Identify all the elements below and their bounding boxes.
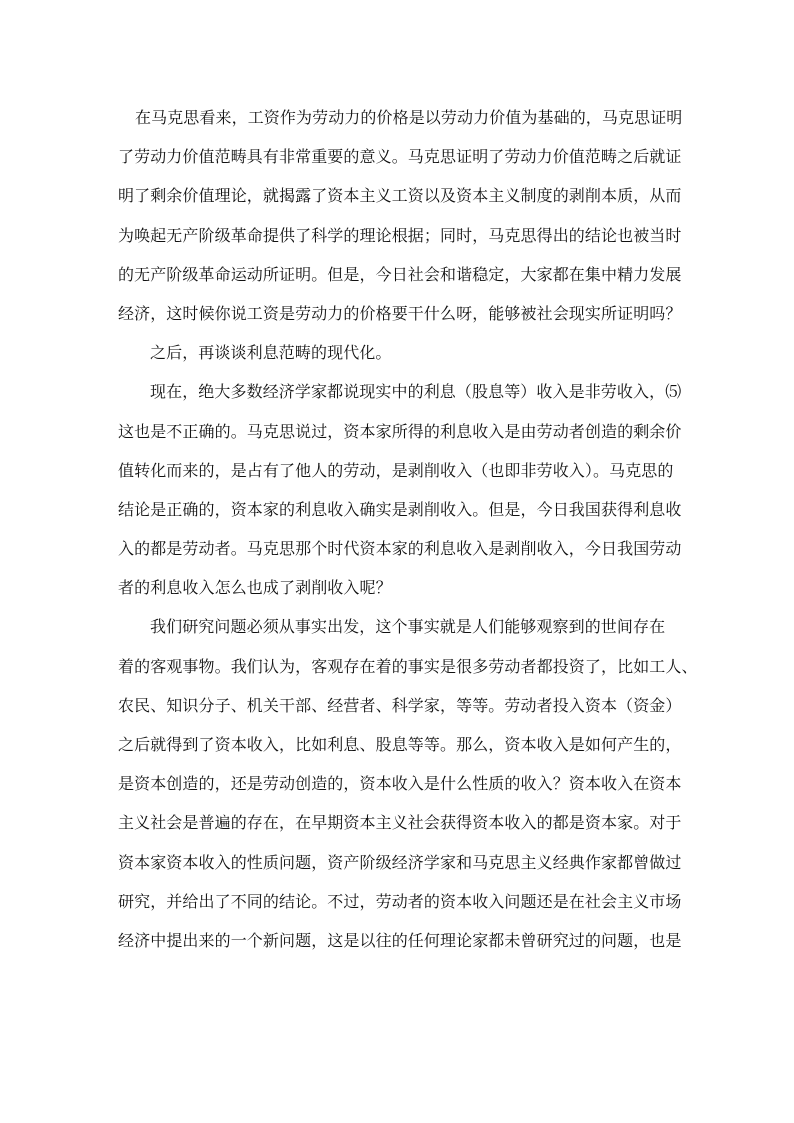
paragraph-4-line-6: 主义社会是普遍的存在，在早期资本主义社会获得资本收入的都是资本家。对于 [118, 813, 682, 833]
paragraph-3-line-5: 入的都是劳动者。马克思那个时代资本家的利息收入是剥削收入，今日我国劳动 [118, 539, 682, 559]
paragraph-1-line-1: 在马克思看来，工资作为劳动力的价格是以劳动力价值为基础的，马克思证明 [135, 108, 683, 127]
paragraph-1-line-5: 的无产阶级革命运动所证明。但是，今日社会和谐稳定，大家都在集中精力发展 [118, 264, 682, 284]
paragraph-1-line-2: 了劳动力价值范畴具有非常重要的意义。马克思证明了劳动力价值范畴之后就证 [118, 147, 682, 167]
paragraph-1-line-6: 经济，这时候你说工资是劳动力的价格要干什么呀，能够被社会现实所证明吗？ [118, 303, 682, 323]
paragraph-2-line-1: 之后，再谈谈利息范畴的现代化。 [150, 343, 392, 363]
paragraph-4-line-1: 我们研究问题必须从事实出发，这个事实就是人们能够观察到的世间存在 [150, 617, 666, 637]
paragraph-1-line-4: 为唤起无产阶级革命提供了科学的理论根据；同时，马克思得出的结论也被当时 [118, 225, 682, 245]
paragraph-3-line-3: 值转化而来的，是占有了他人的劳动，是剥削收入（也即非劳收入）。马克思的 [118, 460, 674, 480]
paragraph-4-line-9: 经济中提出来的一个新问题，这是以往的任何理论家都未曾研究过的问题，也是 [118, 930, 682, 950]
paragraph-4-line-7: 资本家资本收入的性质问题，资产阶级经济学家和马克思主义经典作家都曾做过 [118, 852, 682, 872]
paragraph-3-line-6: 者的利息收入怎么也成了剥削收入呢？ [118, 578, 392, 598]
paragraph-4-line-3: 农民、知识分子、机关干部、经营者、科学家，等等。劳动者投入资本（资金） [118, 695, 682, 715]
paragraph-4-line-2: 着的客观事物。我们认为，客观存在着的事实是很多劳动者都投资了，比如工人、 [118, 656, 698, 676]
body-text [118, 98, 698, 960]
paragraph-4-line-5: 是资本创造的，还是劳动创造的，资本收入是什么性质的收入？资本收入在资本 [118, 774, 682, 794]
paragraph-3-line-4: 结论是正确的，资本家的利息收入确实是剥削收入。但是，今日我国获得利息收 [118, 499, 682, 519]
paragraph-4-line-4: 之后就得到了资本收入，比如利息、股息等等。那么，资本收入是如何产生的， [118, 735, 682, 754]
paragraph-1-line-3: 明了剩余价值理论，就揭露了资本主义工资以及资本主义制度的剥削本质，从而 [118, 186, 682, 206]
paragraph-4-line-8: 研究，并给出了不同的结论。不过，劳动者的资本收入问题还是在社会主义市场 [118, 891, 682, 911]
paragraph-3-line-1: 现在，绝大多数经济学家都说现实中的利息（股息等）收入是非劳收入，⑸ [150, 382, 682, 402]
paragraph-3-line-2: 这也是不正确的。马克思说过，资本家所得的利息收入是由劳动者创造的剩余价 [118, 421, 682, 441]
